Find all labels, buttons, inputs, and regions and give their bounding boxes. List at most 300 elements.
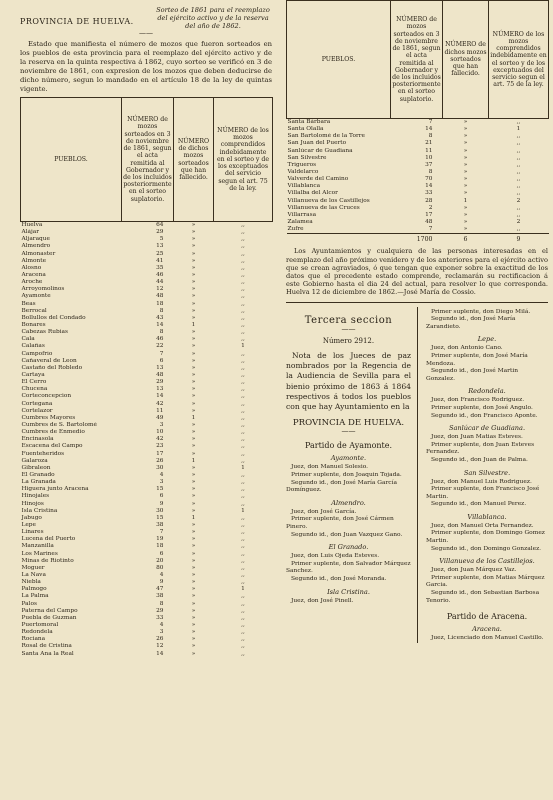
row-exceptuados: ,, (241, 529, 245, 536)
row-exceptuados: ,, (241, 279, 245, 286)
row-exceptuados: ,, (241, 386, 245, 393)
row-fallecidos: » (191, 257, 196, 264)
table-row (21, 222, 273, 230)
judge-line: Segundo id., don Domingo Gonzalez. (431, 545, 542, 552)
town-heading: Almendro. (331, 498, 366, 507)
table-row (287, 155, 549, 162)
row-fallecidos: 1 (191, 457, 196, 464)
row-fallecidos: » (191, 229, 196, 236)
row-sorteados: 14 (425, 183, 433, 190)
province-title: PROVINCIA DE HUELVA. (20, 17, 134, 26)
row-exceptuados: ,, (241, 493, 245, 500)
row-pueblo: Calañas (21, 343, 45, 350)
row-exceptuados: ,, (241, 422, 245, 428)
row-sorteados: 11 (425, 147, 433, 154)
row-sorteados: 7 (159, 350, 164, 357)
row-exceptuados: ,, (516, 190, 521, 197)
partido-aracena-heading: Partido de Aracena. (446, 612, 528, 622)
table-row (21, 579, 273, 586)
row-sorteados: 9 (159, 579, 164, 586)
town-heading: Redondela. (468, 387, 506, 396)
judge-line: Segundo id., don Juan de Palma. (431, 456, 528, 463)
row-exceptuados: ,, (241, 471, 245, 478)
row-pueblo: Lepe (21, 521, 36, 528)
table-row (21, 522, 273, 529)
row-exceptuados: ,, (241, 636, 245, 643)
total-fallecidos: 6 (443, 234, 489, 244)
town-heading: Ayamonte. (330, 454, 367, 463)
judge-line: Primer suplente, don Francisco José Martin. (426, 486, 540, 500)
row-sorteados: 42 (156, 400, 164, 407)
row-fallecidos: » (191, 629, 196, 636)
row-exceptuados: ,, (241, 521, 245, 528)
row-exceptuados: 1 (241, 343, 245, 350)
row-exceptuados: ,, (241, 407, 245, 414)
row-fallecidos: » (191, 286, 196, 293)
table-row (21, 515, 273, 522)
table-row (21, 643, 273, 650)
header-pueblos: PUEBLOS. (21, 98, 122, 222)
row-pueblo: La Palma (21, 593, 49, 600)
tercera-seccion-block (286, 302, 548, 643)
row-pueblo: Zufre (287, 226, 304, 233)
row-exceptuados: ,, (241, 243, 245, 250)
row-sorteados: 41 (156, 257, 164, 264)
table-row (21, 572, 273, 579)
town-entry (286, 464, 411, 494)
row-sorteados: 47 (156, 586, 164, 593)
row-sorteados: 13 (156, 386, 164, 393)
row-sorteados: 6 (159, 493, 164, 500)
table-row (21, 536, 273, 543)
row-fallecidos: » (191, 571, 196, 578)
table-row (21, 322, 273, 329)
row-exceptuados: ,, (241, 564, 245, 571)
row-exceptuados: ,, (241, 372, 245, 379)
row-sorteados: 26 (156, 457, 164, 464)
table-row (21, 393, 273, 400)
row-sorteados: 37 (425, 161, 433, 168)
row-exceptuados: ,, (241, 322, 245, 329)
row-exceptuados: ,, (241, 579, 245, 586)
row-fallecidos: » (191, 593, 196, 600)
draft-table-left (20, 97, 273, 658)
row-pueblo: Palos (21, 600, 37, 607)
table-row (21, 500, 273, 507)
row-sorteados: 17 (156, 450, 164, 457)
town-entry (426, 567, 548, 605)
row-pueblo: Cabezas Rubias (21, 329, 68, 336)
judge-line: Segundo id., don Francisco Aponte. (431, 412, 538, 419)
row-fallecidos: » (191, 343, 196, 350)
table-row (21, 272, 273, 279)
row-exceptuados: ,, (241, 300, 245, 307)
row-exceptuados: ,, (241, 536, 245, 543)
row-exceptuados: 1 (241, 464, 245, 471)
row-sorteados: 15 (156, 486, 164, 493)
row-fallecidos: » (191, 407, 196, 414)
table-row (21, 615, 273, 622)
judge-line: Juez, Licenciado don Manuel Castillo. (431, 635, 544, 642)
judge-line: Juez, don Francisco Rodriguez. (431, 397, 525, 404)
row-sorteados: 19 (156, 536, 164, 543)
row-exceptuados: ,, (516, 204, 521, 211)
row-exceptuados: ,, (241, 457, 245, 464)
row-exceptuados: ,, (241, 429, 245, 436)
row-sorteados: 29 (156, 607, 164, 614)
row-pueblo: Cortelazor (21, 407, 53, 414)
row-exceptuados: ,, (241, 593, 245, 600)
row-pueblo: Redondela (21, 629, 53, 636)
row-pueblo: Linares (21, 529, 44, 536)
table-row (21, 401, 273, 408)
table-row (287, 133, 549, 140)
row-pueblo: Cala (21, 336, 35, 343)
row-sorteados: 18 (156, 300, 164, 307)
row-fallecidos: » (191, 422, 196, 428)
row-sorteados: 13 (156, 364, 164, 371)
row-exceptuados: ,, (516, 183, 521, 190)
table-row (21, 251, 273, 258)
row-exceptuados: ,, (516, 119, 521, 126)
row-pueblo: Alájar (21, 229, 40, 236)
table-row (21, 236, 273, 243)
row-sorteados: 6 (159, 550, 164, 557)
towns-list-right (426, 309, 548, 606)
town-entry (426, 479, 548, 509)
row-exceptuados: ,, (241, 329, 245, 336)
judge-line: Primer suplente, don Matias Márquez Garcia. (426, 574, 545, 589)
header-fallecidos: NÚMERO de dichos mozos sorteados que han fallecido. (174, 98, 214, 222)
town-entry (426, 345, 548, 383)
row-pueblo: Paterna del Campo (21, 607, 78, 614)
row-exceptuados: ,, (241, 272, 245, 279)
judge-line: Segundo id., don Juan Vazquez Gano. (291, 531, 403, 538)
header-pueblos-right: PUEBLOS. (287, 1, 391, 119)
judge-line: Primer suplente, don José Cármen Pinero. (286, 516, 394, 530)
row-pueblo: Trigueros (287, 161, 317, 168)
row-exceptuados: ,, (516, 176, 521, 183)
row-fallecidos: » (191, 307, 196, 314)
row-fallecidos: » (191, 471, 196, 478)
row-sorteados: 49 (156, 414, 164, 421)
row-fallecidos: » (463, 147, 468, 154)
row-fallecidos: » (463, 126, 468, 133)
row-fallecidos: » (191, 607, 196, 614)
row-exceptuados: ,, (241, 400, 245, 407)
row-fallecidos: » (191, 364, 196, 371)
row-fallecidos: » (463, 133, 468, 140)
row-exceptuados: ,, (516, 169, 521, 176)
table-row (21, 301, 273, 308)
row-pueblo: Cumbres de Enmedio (21, 429, 85, 436)
table-row (21, 608, 273, 615)
total-exceptuados: 9 (489, 234, 549, 244)
row-fallecidos: » (191, 636, 196, 643)
row-sorteados: 35 (156, 264, 164, 271)
row-sorteados: 7 (428, 226, 433, 233)
header-fallecidos-right: NÚMERO de dichos mozos sorteados que han fallecido. (443, 1, 489, 119)
row-fallecidos: » (191, 579, 196, 586)
row-pueblo: Villablanca (287, 183, 321, 190)
row-pueblo: Rosal de Cristina (21, 643, 72, 650)
row-sorteados: 15 (156, 514, 164, 521)
row-exceptuados: ,, (241, 614, 245, 621)
table-body-left (21, 222, 273, 658)
row-fallecidos: » (463, 169, 468, 176)
total-sorteados: 1700 (391, 234, 443, 244)
row-exceptuados: ,, (241, 650, 245, 657)
town-entry (426, 397, 548, 420)
row-exceptuados: ,, (241, 443, 245, 450)
row-exceptuados: ,, (241, 479, 245, 486)
row-fallecidos: » (191, 586, 196, 593)
row-pueblo: Aljaraque (21, 236, 50, 243)
row-exceptuados: ,, (241, 643, 245, 650)
row-pueblo: Valdelarco (287, 169, 319, 176)
table-row (21, 600, 273, 607)
row-fallecidos: » (191, 314, 196, 321)
tercera-right-subcolumn (418, 307, 548, 643)
header-exceptuados-right: NÚMERO de los mozos comprendidos indebidamente en el sorteo y de los exceptuados del servicio segun el art. 75 de la ley. (489, 1, 549, 119)
row-sorteados: 48 (425, 219, 433, 226)
table-row (21, 243, 273, 250)
row-sorteados: 38 (156, 521, 164, 528)
row-fallecidos: 1 (463, 197, 468, 204)
row-sorteados: 33 (156, 614, 164, 621)
row-fallecidos: » (191, 550, 196, 557)
row-fallecidos: » (191, 393, 196, 400)
province-heading: PROVINCIA DE HUELVA. (292, 418, 405, 429)
left-column (20, 0, 272, 658)
row-fallecidos: » (463, 161, 468, 168)
row-fallecidos: » (191, 614, 196, 621)
row-fallecidos: » (191, 400, 196, 407)
row-sorteados: 4 (159, 471, 164, 478)
row-pueblo: Almendro (21, 243, 51, 250)
table-row (21, 408, 273, 415)
section-title: Tercera seccion (304, 314, 393, 326)
judge-line: Juez, don José Pinell. (291, 597, 354, 604)
table-row (21, 558, 273, 565)
row-pueblo: Santa Olalla (287, 126, 324, 133)
town-heading: San Silvestre. (463, 468, 511, 477)
row-sorteados: 48 (156, 293, 164, 300)
province-divider: —— (341, 427, 356, 436)
row-exceptuados: ,, (241, 364, 245, 371)
row-pueblo: Lucena del Puerto (21, 536, 76, 543)
row-pueblo: Aroche (21, 279, 43, 286)
row-sorteados: 10 (425, 154, 433, 161)
row-sorteados: 30 (156, 507, 164, 514)
judge-line: Juez, don Manuel Luis Rodriguez. (431, 478, 532, 485)
row-exceptuados: ,, (241, 450, 245, 457)
table-row (287, 219, 549, 226)
row-sorteados: 4 (159, 571, 164, 578)
table-row (21, 486, 273, 493)
row-pueblo: Berrocal (21, 307, 47, 314)
row-pueblo: Villanueva de los Castillejos (287, 197, 370, 204)
row-pueblo: Hinojos (21, 500, 44, 507)
town-entry (426, 434, 548, 464)
row-exceptuados: ,, (241, 514, 245, 521)
row-exceptuados: ,, (241, 600, 245, 607)
town-entry (286, 598, 411, 606)
row-exceptuados: ,, (241, 393, 245, 400)
closing-paragraph: Los Ayuntamientos y cualquiera de las personas interesadas en el reemplazo del año próximo venidero y de los anteriores para el ejército activo que se crean agraviados, ó que tengan que exponer sobre la exactitud de los datos que el precedente estado comprende, reclamarán su rectificacion á este Gobierno hasta el dia 24 del actual, para resolver lo que corresponda. Huelva 12 de diciembre de 1862.—José María de Cossio. (286, 247, 548, 297)
row-sorteados: 21 (425, 140, 433, 147)
row-exceptuados: ,, (241, 229, 245, 236)
row-pueblo: Hinojales (21, 493, 50, 500)
row-sorteados: 4 (159, 621, 164, 628)
row-exceptuados: ,, (241, 379, 245, 386)
table-row (21, 293, 273, 300)
row-sorteados: 8 (428, 169, 433, 176)
row-exceptuados: ,, (241, 314, 245, 321)
table-row (21, 351, 273, 358)
judge-line: Juez, don Juan Matias Esteves. (431, 434, 523, 441)
table-row (287, 183, 549, 190)
row-fallecidos: » (191, 507, 196, 514)
table-row (21, 358, 273, 365)
page-header (20, 0, 272, 30)
row-fallecidos: » (463, 183, 468, 190)
tercera-left-subcolumn (286, 307, 418, 643)
judge-line: Juez, don Juan Márquez Vaz. (431, 567, 517, 574)
table-row (21, 258, 273, 265)
row-sorteados: 9 (159, 500, 164, 507)
row-fallecidos: » (191, 250, 196, 257)
town-entry (426, 309, 548, 332)
table-row (21, 629, 273, 636)
row-sorteados: 70 (425, 176, 433, 183)
header-sorteados-right: NÚMERO de mozos sorteados en 3 de noviembre de 1861, segun el acta remitida al Gobernador y de los incluidos posteriormente en el sorteo suplatorio. (391, 1, 443, 119)
row-fallecidos: » (463, 190, 468, 197)
table-row (21, 586, 273, 593)
table-row (21, 343, 273, 350)
row-exceptuados: ,, (516, 133, 521, 140)
judge-line: Juez, don José García. (291, 508, 357, 515)
row-pueblo: Beas (21, 300, 36, 307)
town-entry (426, 523, 548, 553)
row-exceptuados: ,, (241, 550, 245, 557)
row-fallecidos: » (463, 211, 468, 218)
row-pueblo: Minas de Riotinto (21, 557, 74, 564)
row-sorteados: 26 (156, 636, 164, 643)
row-pueblo: Ayamonte (21, 293, 51, 300)
row-pueblo: Cortegana (21, 400, 53, 407)
row-exceptuados: ,, (241, 500, 245, 507)
town-heading: Sanlúcar de Guadiana. (448, 424, 526, 433)
row-fallecidos: » (463, 204, 468, 211)
table-row (21, 429, 273, 436)
row-sorteados: 17 (425, 211, 433, 218)
row-exceptuados: 2 (516, 197, 521, 204)
table-row (287, 226, 549, 234)
row-sorteados: 30 (156, 464, 164, 471)
row-sorteados: 8 (159, 329, 164, 336)
row-exceptuados: 2 (516, 219, 521, 226)
row-sorteados: 46 (156, 272, 164, 279)
row-exceptuados: ,, (241, 293, 245, 300)
row-fallecidos: 1 (191, 514, 196, 521)
row-exceptuados: ,, (241, 336, 245, 343)
row-sorteados: 13 (156, 243, 164, 250)
row-pueblo: La Granada (21, 479, 56, 486)
row-sorteados: 25 (156, 250, 164, 257)
row-fallecidos: » (191, 243, 196, 250)
town-heading: Isla Cristina. (327, 587, 370, 596)
row-sorteados: 14 (425, 126, 433, 133)
towns-list-left (286, 454, 411, 605)
intro-paragraph: Estado que manifiesta el número de mozos que fueron sorteados en los pueblos de esta provincia para el reemplazo del ejército activo y de la reserva en la quinta respectiva á 1862, cuyo sorteo se verificó en 3 de noviembre de 1861, con expresion de los mozos que deben deducirse de dicho número, segun lo mandado en el artículo 18 de la ley de quintas vigente. (20, 40, 272, 93)
judge-line: Primer suplente, don Juan Esteves Fernandez. (426, 441, 535, 456)
row-pueblo: Gibraleon (21, 464, 51, 471)
row-pueblo: Puertomoral (21, 621, 59, 628)
judge-line: Primer suplente, don José Angulo. (431, 404, 533, 411)
town-entry (286, 509, 411, 539)
aracena-entry (426, 625, 548, 643)
town-entry (286, 553, 411, 583)
row-pueblo: San Bartolomé de la Torre (287, 133, 365, 140)
row-fallecidos: » (191, 500, 196, 507)
row-sorteados: 43 (156, 314, 164, 321)
row-sorteados: 12 (156, 286, 164, 293)
row-exceptuados: ,, (241, 486, 245, 493)
row-fallecidos: » (191, 264, 196, 271)
lottery-subtitle: Sorteo de 1861 para el reemplazo del ejército activo y de la reserva del año de 1862. (156, 6, 270, 30)
row-fallecidos: » (191, 429, 196, 436)
table-row (287, 198, 549, 205)
row-fallecidos: » (191, 386, 196, 393)
row-pueblo: El Granado (21, 471, 55, 478)
row-pueblo: Manzanilla (21, 543, 54, 550)
table-row (287, 140, 549, 147)
row-sorteados: 3 (159, 422, 164, 428)
row-sorteados: 7 (428, 119, 433, 126)
judges-note: Nota de los Jueces de paz nombrados por la Regencia de la Audiencia de Sevilla para el bienio próximo de 1863 á 1864 respectivos á todos los pueblos con que hay Ayuntamiento en la (286, 350, 411, 412)
row-pueblo: Cumbres de S. Bartolomé (21, 422, 97, 428)
row-fallecidos: » (191, 543, 196, 550)
table-row (21, 593, 273, 600)
row-sorteados: 42 (156, 436, 164, 443)
row-pueblo: Bollullos del Condado (21, 314, 86, 321)
row-pueblo: Escacena del Campo (21, 443, 83, 450)
table-row (21, 650, 273, 657)
row-fallecidos: » (191, 300, 196, 307)
table-row (21, 622, 273, 629)
judge-line: Primer suplente, don Domingo Gomez Martin. (426, 530, 545, 545)
row-fallecidos: » (191, 557, 196, 564)
row-sorteados: 22 (156, 343, 164, 350)
row-exceptuados: ,, (241, 543, 245, 550)
row-exceptuados: ,, (241, 629, 245, 636)
table-row (21, 436, 273, 443)
row-fallecidos: » (191, 293, 196, 300)
row-exceptuados: ,, (516, 161, 521, 168)
table-row (287, 162, 549, 169)
row-fallecidos: » (191, 357, 196, 364)
table-row (21, 493, 273, 500)
table-row (21, 636, 273, 643)
row-pueblo: Fuenteheridos (21, 450, 65, 457)
judge-line: Juez, don Luis Ojeda Esteves. (291, 553, 380, 560)
table-row (21, 565, 273, 572)
row-exceptuados: ,, (516, 147, 521, 154)
row-exceptuados: 1 (241, 586, 245, 593)
row-fallecidos: » (191, 643, 196, 650)
row-fallecidos: » (463, 119, 468, 126)
